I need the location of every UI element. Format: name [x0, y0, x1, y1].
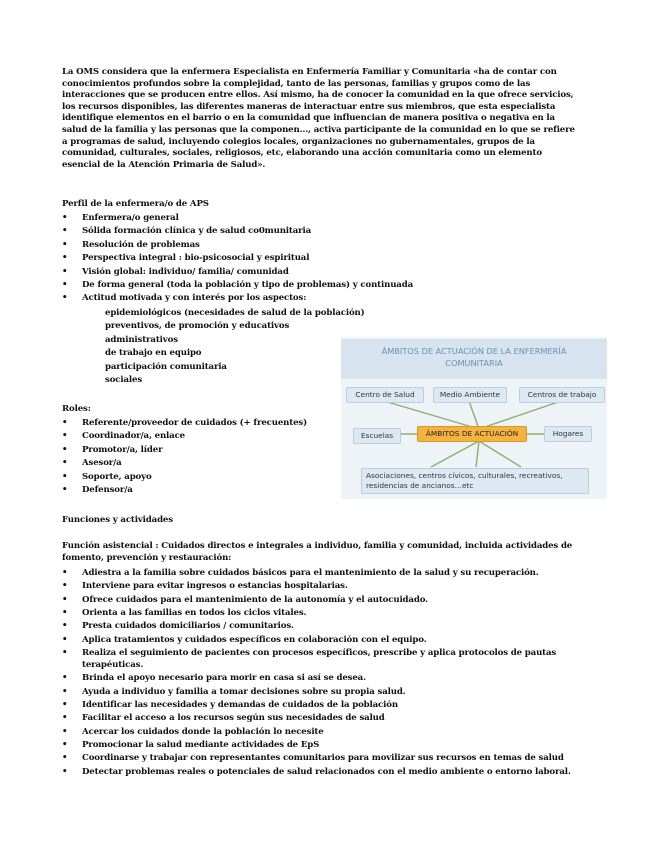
sub-list-item: participación comunitaria	[105, 361, 227, 372]
perfil-sublist	[105, 307, 365, 387]
list-item: • Defensor/a	[62, 484, 307, 497]
list-item: • Actitud motivada y con interés por los aspectos:	[62, 292, 413, 305]
roles-heading: Roles:	[62, 404, 91, 414]
connector-line	[469, 401, 479, 429]
sub-list-item: epidemiológicos (necesidades de salud de la población)	[105, 308, 365, 318]
diagram-title-line: ÁMBITOS DE ACTUACIÓN DE LA ENFERMERÍA	[381, 346, 567, 356]
list-item: • Presta cuidados domiciliarios / comunitarios.	[62, 621, 586, 633]
sub-list-item: sociales	[105, 375, 143, 386]
node-centro-salud: Centro de Salud	[346, 387, 424, 403]
node-asociaciones: Asociaciones, centros cívicos, culturales, recreativos, residencias de ancianos…etc	[361, 468, 589, 494]
list-item: • Sólida formación clínica y de salud co0munitaria	[62, 225, 413, 238]
list-item: • Soporte, apoyo	[62, 471, 307, 484]
funcion-asistencial: Función asistencial : Cuidados directos e integrales a individuo, familia y comunidad, incluida actividades de fomento, prevención y restauración:	[62, 541, 573, 563]
node-escuelas: Escuelas	[353, 428, 401, 444]
sub-list-item: administrativos	[105, 334, 178, 345]
list-item: • Enfermera/o general	[62, 212, 413, 225]
perfil-heading: Perfil de la enfermera/o de APS	[62, 199, 209, 209]
connector-line	[479, 441, 521, 467]
node-ambitos-actuacion: ÁMBITOS DE ACTUACIÓN	[417, 426, 527, 442]
list-item: • Aplica tratamientos y cuidados específicos en colaboración con el equipo.	[62, 635, 586, 647]
list-item: • Asesor/a	[62, 457, 307, 470]
connector-line	[384, 401, 479, 429]
list-item: • Acercar los cuidados donde la población lo necesite	[62, 727, 586, 739]
list-item: • Realiza el seguimiento de pacientes con procesos específicos, prescribe y aplica protocolos de pautas terapéuticas.	[62, 648, 586, 672]
node-medio-ambiente: Medio Ambiente	[433, 387, 507, 403]
list-item: • Visión global: individuo/ familia/ comunidad	[62, 266, 413, 279]
sub-list-item: de trabajo en equipo	[105, 348, 202, 359]
node-centros-trabajo: Centros de trabajo	[519, 387, 605, 403]
list-item: • Facilitar el acceso a los recursos según sus necesidades de salud	[62, 713, 586, 725]
sub-list-item: preventivos, de promoción y educativos	[105, 321, 290, 332]
list-item: • Coordinarse y trabajar con representantes comunitarios para movilizar sus recursos en temas de salud	[62, 753, 586, 765]
list-item: • Promotor/a, líder	[62, 444, 307, 457]
list-item: • Coordinador/a, enlace	[62, 430, 307, 443]
perfil-list	[62, 212, 413, 306]
funciones-heading: Funciones y actividades	[62, 515, 173, 525]
list-item: • Orienta a las familias en todos los ciclos vitales.	[62, 608, 586, 620]
connector-line	[476, 441, 479, 467]
list-item: • Promocionar la salud mediante actividades de EpS	[62, 740, 586, 752]
list-item: • Identificar las necesidades y demandas de cuidados de la población	[62, 700, 586, 712]
list-item: • Brinda el apoyo necesario para morir en casa si así se desea.	[62, 673, 586, 685]
diagram-title-line: COMUNITARIA	[445, 358, 503, 368]
list-item: • Perspectiva integral : bio-psicosocial y espiritual	[62, 252, 413, 265]
funciones-list	[62, 568, 586, 780]
diagram-title	[341, 339, 607, 379]
list-item: • Ayuda a individuo y familia a tomar decisiones sobre su propia salud.	[62, 687, 586, 699]
intro-paragraph: La OMS considera que la enfermera Especialista en Enfermería Familiar y Comunitaria «ha de contar con conocimientos profundos sobre la complejidad, tanto de las personas, familias y grupos como de las interacciones que se producen entre ellos. Así mismo, ha de conocer la comunidad en la que ofrece servicios, los recursos disponibles, las diferentes maneras de interactuar entre sus miembros, que esta especialista identifique elementos en el barrio o en la comunidad que influencian de manera positiva o negativa en la salud de la familia y las personas que la componen…, activa participante de la comunidad en lo que se refiere a programas de salud, incluyendo colegios locales, organizaciones no gubernamentales, grupos de la comunidad, culturales, sociales, religiosos, etc, elaborando una acción comunitaria como un elemento esencial de la Atención Primaria de Salud».	[62, 67, 575, 170]
list-item: • Referente/proveedor de cuidados (+ frecuentes)	[62, 417, 307, 430]
list-item: • Detectar problemas reales o potenciales de salud relacionados con el medio ambiente o entorno laboral.	[62, 767, 586, 779]
roles-list	[62, 417, 307, 497]
list-item: • De forma general (toda la población y tipo de problemas) y continuada	[62, 279, 413, 292]
connector-line	[479, 401, 561, 429]
connector-line	[431, 441, 479, 467]
list-item: • Resolución de problemas	[62, 239, 413, 252]
ambitos-diagram	[341, 337, 607, 499]
list-item: • Adiestra a la familia sobre cuidados básicos para el mantenimiento de la salud y su recuperación.	[62, 568, 586, 580]
node-hogares: Hogares	[544, 426, 592, 442]
list-item: • Ofrece cuidados para el mantenimiento de la autonomía y el autocuidado.	[62, 595, 586, 607]
list-item: • Interviene para evitar ingresos o estancias hospitalarias.	[62, 581, 586, 593]
